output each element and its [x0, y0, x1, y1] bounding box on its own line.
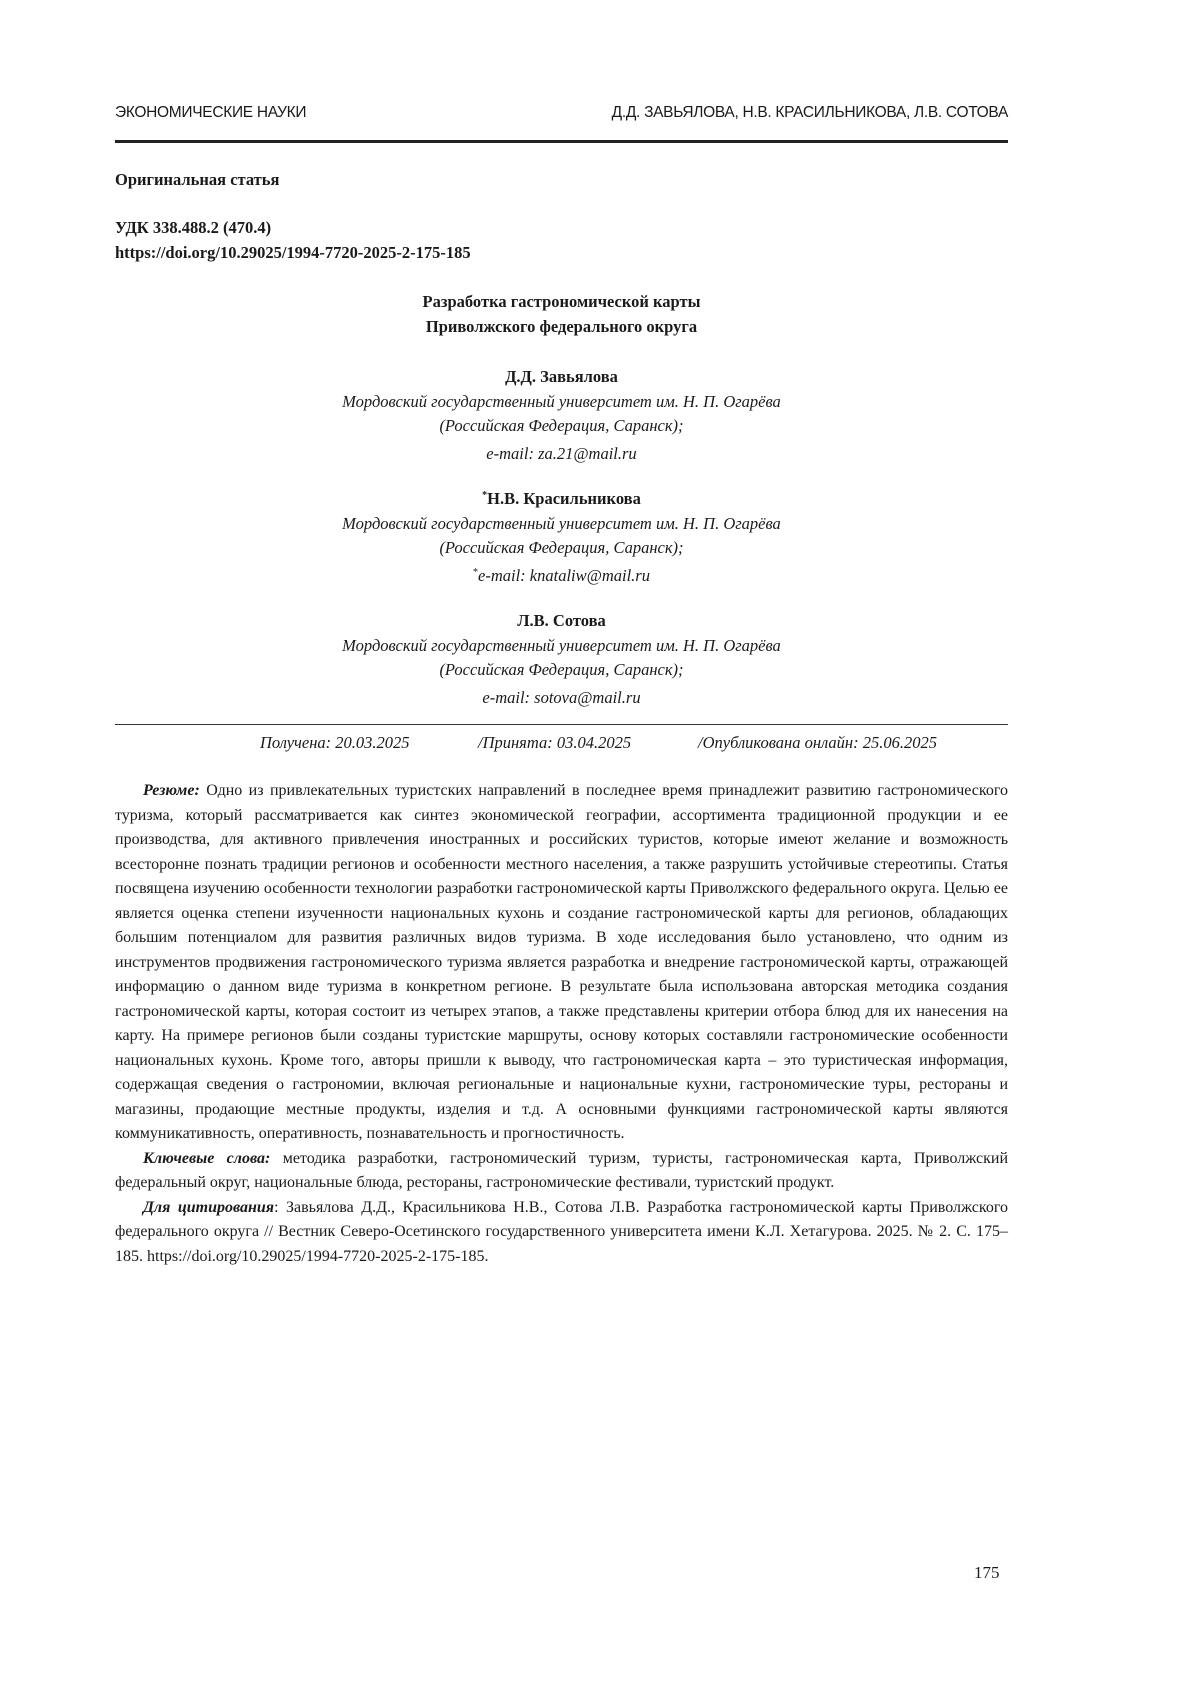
- article-title: [115, 290, 1008, 339]
- author-affiliation: Мордовский государственный университет им. Н. П. Огарёва: [342, 391, 781, 411]
- author-location: (Российская Федерация, Саранск);: [439, 660, 684, 679]
- author-location: (Российская Федерация, Саранск);: [439, 416, 684, 435]
- doi-link[interactable]: https://doi.org/10.29025/1994-7720-2025-2-175-185: [115, 243, 471, 262]
- author-block-2: [115, 484, 1008, 588]
- udc-code: УДК 338.488.2 (470.4): [115, 218, 272, 237]
- abstract-label: Резюме:: [143, 782, 200, 799]
- author-affiliation: Мордовский государственный университет им. Н. П. Огарёва: [342, 513, 781, 533]
- email-marker: *: [473, 566, 479, 578]
- dates-divider: [115, 724, 1008, 725]
- accepted-date: /Принята: 03.04.2025: [478, 733, 632, 752]
- author-email: [115, 439, 1008, 467]
- author-name: [115, 362, 1008, 390]
- author-name-text: Д.Д. Завьялова: [505, 367, 618, 386]
- title-line-2: Приволжского федерального округа: [425, 316, 698, 336]
- author-location: (Российская Федерация, Саранск);: [439, 538, 684, 557]
- journal-section: ЭКОНОМИЧЕСКИЕ НАУКИ: [115, 104, 307, 121]
- author-email-text[interactable]: e-mail: za.21@mail.ru: [486, 443, 637, 463]
- author-name-text: Н.В. Красильникова: [487, 489, 641, 508]
- author-email-text[interactable]: e-mail: knataliw@mail.ru: [478, 565, 650, 585]
- author-name: [115, 484, 1008, 512]
- received-date: Получена: 20.03.2025: [260, 733, 410, 752]
- header-divider: [115, 140, 1008, 143]
- author-name: [115, 606, 1008, 634]
- header-authors: Д.Д. ЗАВЬЯЛОВА, Н.В. КРАСИЛЬНИКОВА, Л.В. СОТОВА: [611, 104, 1008, 121]
- keywords-paragraph: [115, 1147, 1008, 1196]
- author-email: [115, 561, 1008, 589]
- author-block-3: [115, 606, 1008, 710]
- page-number: 175: [974, 1563, 1000, 1582]
- keywords-text: методика разработки, гастрономический туризм, туристы, гастрономическая карта, Приволжский федеральный округ, национальные блюда, рестораны, гастрономические фестивали, туристский продукт.: [115, 1149, 1009, 1191]
- author-email: [115, 683, 1008, 711]
- abstract-text: Одно из привлекательных туристских направлений в последнее время принадлежит развитию гастрономического туризма, который рассматривается как синтез экономической географии, ассортимента традиционной продукции и ее производства, для активного привлечения иностранных и российских туристов, которые имеют желание и возможность всесторонне познать традиции регионов и особенности местного населения, а также разрушить устойчивые стереотипы. Статья посвящена изучению особенности технологии разработки гастрономической карты Приволжского федерального округа. Целью ее является оценка степени изученности национальных кухонь и создание гастрономической карты для регионов, обладающих большим потенциалом для развития различных видов туризма. В ходе исследования было установлено, что одним из инструментов продвижения гастрономического туризма является разработка и внедрение гастрономической карты, отражающей информацию о данном виде туризма в конкретном регионе. В результате была использована авторская методика создания гастрономической карты, которая состоит из четырех этапов, а также представлены критерии отбора блюд для их нанесения на карту. На примере регионов были созданы туристские маршруты, основу которых составляли гастрономические особенности национальных кухонь. Кроме того, авторы пришли к выводу, что гастрономическая карта – это туристическая информация, содержащая сведения о гастрономии, включая региональные и национальные кухни, гастрономические туры, рестораны и магазины, продающие местные продукты, изделия и т.д. А основными функциями гастрономической карты являются коммуникативность, оперативность, познавательность и прогностичность.: [115, 782, 1009, 1142]
- citation-paragraph: [115, 1196, 1008, 1270]
- author-email-text[interactable]: e-mail: sotova@mail.ru: [482, 687, 641, 707]
- article-type: Оригинальная статья: [115, 170, 280, 189]
- abstract-paragraph: [115, 779, 1008, 1147]
- author-block-1: [115, 362, 1008, 466]
- abstract-section: [115, 779, 1008, 1269]
- title-line-1: Разработка гастрономической карты: [422, 292, 701, 311]
- citation-text: : Завьялова Д.Д., Красильникова Н.В., Сотова Л.В. Разработка гастрономической карты Приволжского федерального округа // Вестник Северо-Осетинского государственного университета имени К.Л. Хетагурова. 2025. № 2. С. 175–185. https://doi.org/10.29025/1994-7720-2025-2-175-185.: [115, 1198, 1008, 1265]
- author-marker: *: [482, 490, 488, 501]
- citation-label: Для цитирования: [143, 1198, 275, 1216]
- keywords-label: Ключевые слова:: [143, 1149, 271, 1167]
- author-name-text: Л.В. Сотова: [517, 611, 606, 630]
- author-affiliation: Мордовский государственный университет им. Н. П. Огарёва: [342, 635, 781, 655]
- published-date: /Опубликована онлайн: 25.06.2025: [698, 733, 937, 752]
